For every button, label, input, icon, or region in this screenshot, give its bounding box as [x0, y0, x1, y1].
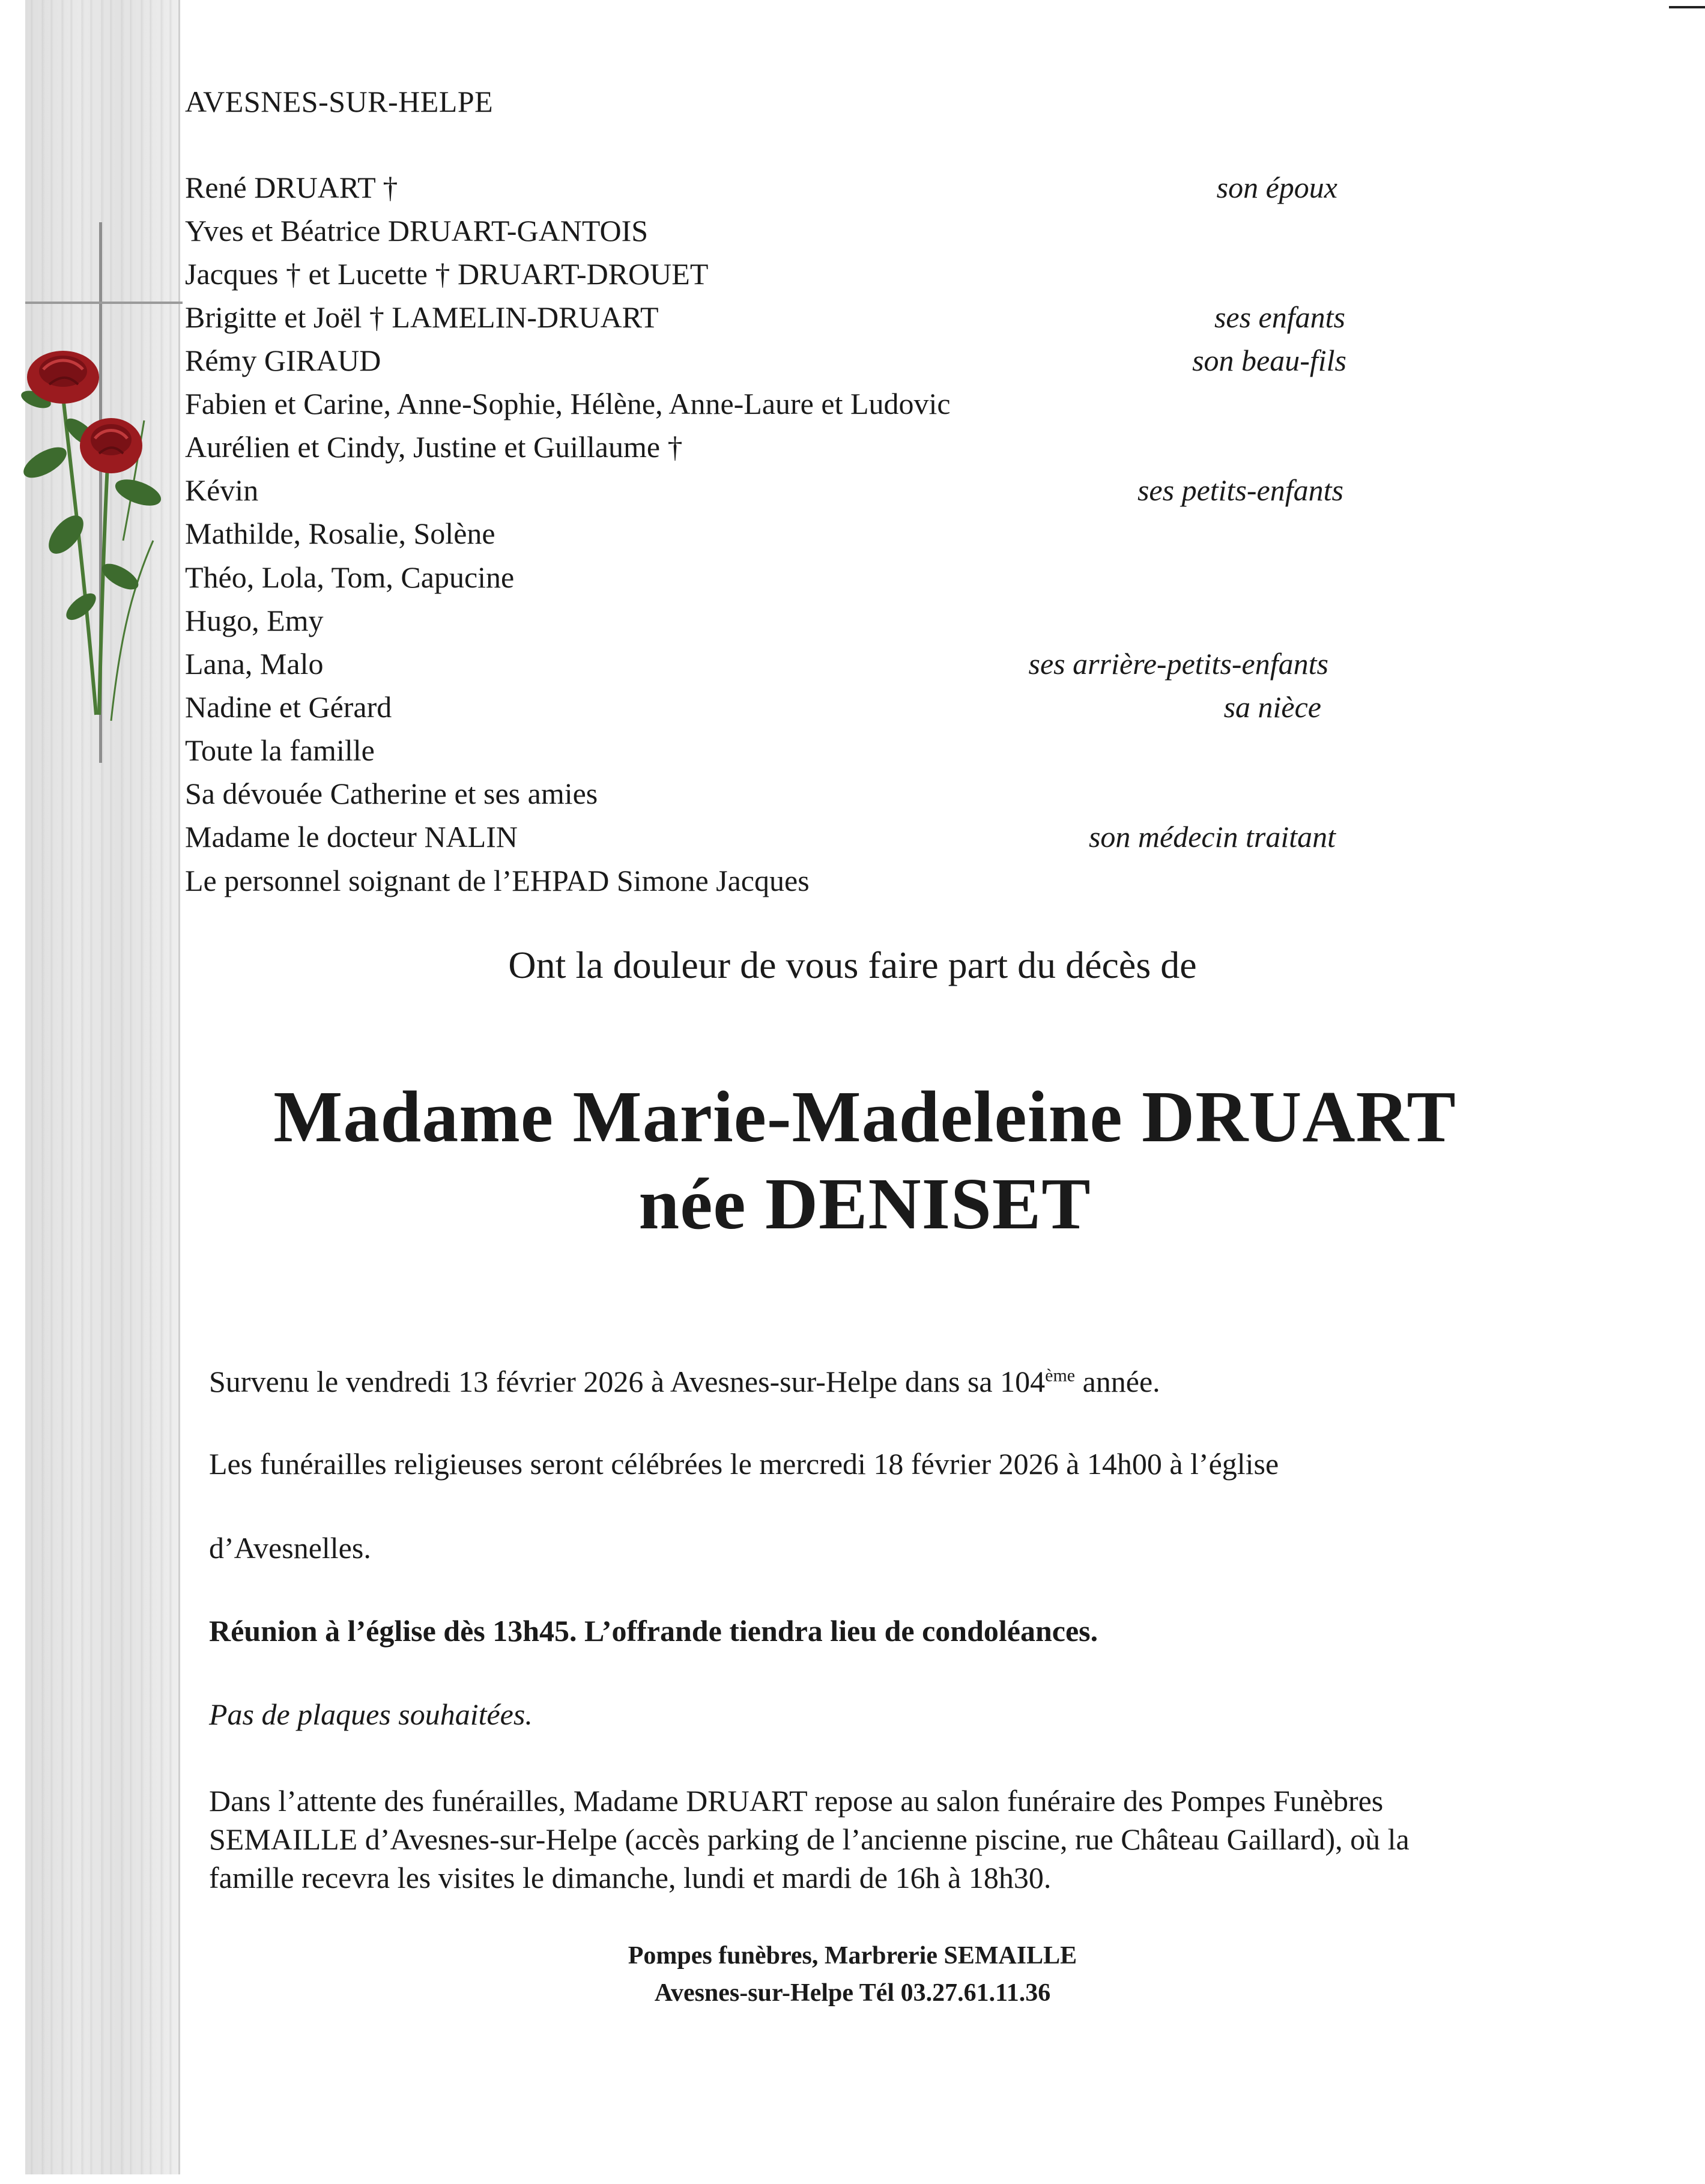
meeting-notice: Réunion à l’église dès 13h45. L’offrande tiendra lieu de condoléances.: [209, 1614, 1098, 1648]
family-member: Yves et Béatrice DRUART-GANTOIS: [185, 214, 649, 247]
family-relation: sa nièce: [1223, 690, 1321, 724]
no-plaques-notice: Pas de plaques souhaitées.: [209, 1697, 533, 1731]
family-relation: son époux: [1216, 171, 1337, 204]
family-member: Toute la famille: [185, 733, 375, 767]
death-notice-text: Survenu le vendredi 13 février 2026 à Avesnes-sur-Helpe dans sa 104: [209, 1365, 1046, 1398]
family-member: Brigitte et Joël † LAMELIN-DRUART: [185, 300, 659, 334]
deceased-maiden-name: née DENISET: [638, 1163, 1091, 1245]
family-member: Rémy GIRAUD: [185, 344, 381, 377]
family-member: Kévin: [185, 473, 259, 507]
family-relation: ses arrière-petits-enfants: [1028, 647, 1328, 681]
funeral-home-contact: Avesnes-sur-Helpe Tél 03.27.61.11.36: [654, 1979, 1051, 2007]
ordinal-suffix: ème: [1045, 1365, 1076, 1386]
deceased-name: Madame Marie-Madeleine DRUART: [273, 1076, 1456, 1157]
family-relation: ses petits-enfants: [1137, 473, 1343, 507]
funeral-notice-line1: Les funérailles religieuses seront célébrées le mercredi 18 février 2026 à 14h00 à l’église: [209, 1447, 1279, 1481]
visit-notice-line1: Dans l’attente des funérailles, Madame DRUART repose au salon funéraire des Pompes Funèbres: [209, 1784, 1384, 1818]
family-member: Théo, Lola, Tom, Capucine: [185, 560, 515, 594]
family-relation: son médecin traitant: [1088, 820, 1336, 854]
family-member: René DRUART †: [185, 171, 398, 204]
family-relation: ses enfants: [1214, 300, 1345, 334]
family-relation: son beau-fils: [1192, 344, 1346, 377]
funeral-notice-line2: d’Avesnelles.: [209, 1531, 371, 1565]
cross-with-roses-illustration: [0, 0, 192, 781]
family-member: Lana, Malo: [185, 647, 324, 681]
family-member: Sa dévouée Catherine et ses amies: [185, 777, 598, 810]
death-notice: [209, 1362, 1160, 1401]
rose-icon: [80, 418, 142, 473]
family-member: Madame le docteur NALIN: [185, 820, 518, 854]
family-member: Le personnel soignant de l’EHPAD Simone Jacques: [185, 864, 810, 897]
city-header: AVESNES-SUR-HELPE: [185, 85, 494, 118]
family-member: Aurélien et Cindy, Justine et Guillaume †: [185, 430, 683, 464]
death-notice-end: année.: [1075, 1365, 1160, 1398]
leaves-icon: [19, 387, 164, 625]
family-member: Nadine et Gérard: [185, 690, 392, 724]
family-member: Hugo, Emy: [185, 604, 324, 637]
family-member: Fabien et Carine, Anne-Sophie, Hélène, Anne-Laure et Ludovic: [185, 387, 951, 420]
visit-notice-line3: famille recevra les visites le dimanche, lundi et mardi de 16h à 18h30.: [209, 1861, 1052, 1894]
family-member: Mathilde, Rosalie, Solène: [185, 517, 495, 550]
family-member: Jacques † et Lucette † DRUART-DROUET: [185, 257, 709, 291]
scan-corner-mark: [1669, 6, 1705, 8]
announcement-intro: Ont la douleur de vous faire part du décès de: [508, 944, 1197, 986]
funeral-home-name: Pompes funèbres, Marbrerie SEMAILLE: [628, 1942, 1077, 1970]
visit-notice-line2: SEMAILLE d’Avesnes-sur-Helpe (accès parking de l’ancienne piscine, rue Château Gaillard), où la: [209, 1822, 1410, 1856]
rose-icon: [27, 351, 99, 404]
cross-icon: [25, 222, 183, 763]
